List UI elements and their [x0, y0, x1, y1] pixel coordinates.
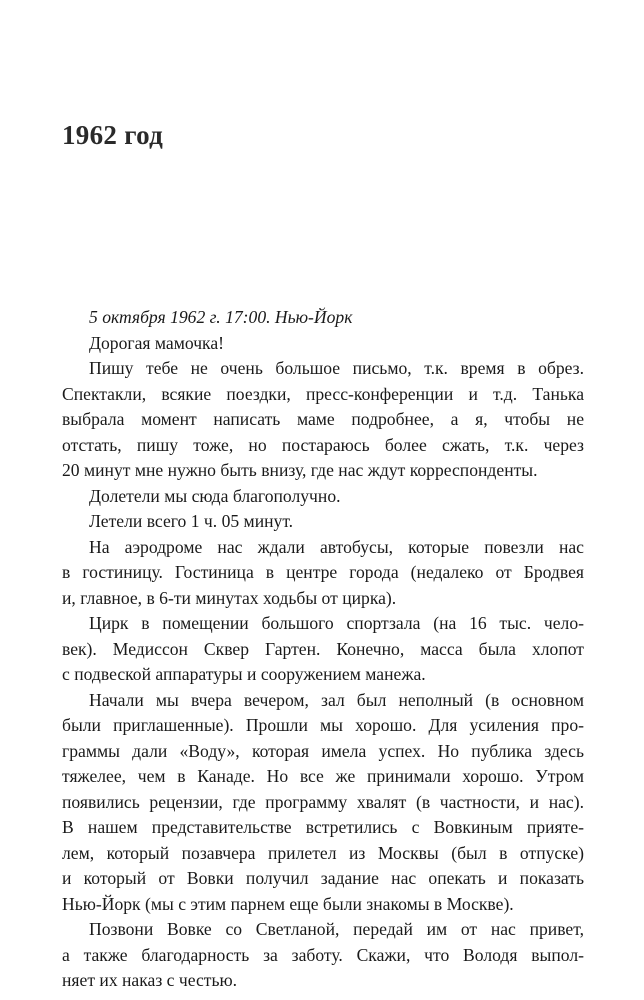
paragraph-line: няет их наказ с честью.	[62, 970, 238, 990]
letter-paragraph	[62, 356, 584, 484]
paragraph-line: 20 минут мне нужно быть внизу, где нас ждут корреспонденты.	[62, 460, 538, 480]
dateline-line: 5 октября 1962 г. 17:00. Нью-Йорк	[89, 307, 353, 327]
paragraph-line: были приглашенные). Прошли мы хорошо. Для усиления про-	[62, 715, 584, 735]
paragraph-line: Спектакли, всякие поездки, пресс-конференции и т.д. Танька	[62, 383, 584, 404]
letter-paragraph	[62, 509, 584, 535]
paragraph-line: Позвони Вовке со Светланой, передай им от нас привет,	[89, 919, 584, 939]
paragraph-line: Летели всего 1 ч. 05 минут.	[89, 511, 294, 531]
paragraph-line: появились рецензии, где программу хвалят (в частности, и нас).	[62, 791, 584, 812]
letter-greeting	[62, 331, 584, 357]
paragraph-line: в гостиницу. Гостиница в центре города (недалеко от Бродвея	[62, 562, 584, 582]
letter-paragraph	[62, 484, 584, 510]
paragraph-line: В нашем представительстве встретились с Вовкиным прияте-	[62, 817, 584, 837]
paragraph-line: тяжелее, чем в Канаде. Но все же принимали хорошо. Утром	[62, 766, 584, 786]
paragraph-line: и который от Вовки получил задание нас опекать и показать	[62, 868, 584, 888]
paragraph-line: Цирк в помещении большого спортзала (на 16 тыс. чело-	[89, 613, 584, 633]
paragraph-line: На аэродроме нас ждали автобусы, которые повезли нас	[89, 536, 584, 557]
paragraph-line: Начали мы вчера вечером, зал был неполный (в основном	[89, 689, 584, 710]
paragraph-line: Нью-Йорк (мы с этим парнем еще были знакомы в Москве).	[62, 893, 514, 914]
letter-body	[62, 305, 584, 994]
paragraph-line: век). Медиссон Сквер Гартен. Конечно, масса была хлопот	[62, 638, 584, 659]
paragraph-line: Пишу тебе не очень большое письмо, т.к. время в обрез.	[89, 358, 584, 378]
greeting-line: Дорогая мамочка!	[89, 332, 225, 353]
letter-paragraph	[62, 535, 584, 612]
letter-paragraphs	[62, 356, 584, 994]
paragraph-line: граммы дали «Воду», которая имела успех. Но публика здесь	[62, 740, 584, 761]
paragraph-line: а также благодарность за заботу. Скажи, что Володя выпол-	[62, 944, 584, 965]
paragraph-line: отстать, пишу тоже, но постараюсь более сжать, т.к. через	[62, 434, 584, 455]
letter-paragraph	[62, 688, 584, 918]
paragraph-line: Долетели мы сюда благополучно.	[89, 485, 341, 506]
chapter-title: 1962 год	[62, 120, 164, 150]
paragraph-line: с подвеской аппаратуры и сооружением манежа.	[62, 664, 426, 684]
paragraph-line: и, главное, в 6-ти минутах ходьбы от цирка).	[62, 587, 397, 608]
letter-paragraph	[62, 917, 584, 994]
paragraph-line: выбрала момент написать маме подробнее, а я, чтобы не	[62, 409, 584, 429]
letter-paragraph	[62, 611, 584, 688]
letter-dateline	[62, 305, 584, 331]
paragraph-line: лем, который позавчера прилетел из Москвы (был в отпуске)	[62, 842, 584, 863]
